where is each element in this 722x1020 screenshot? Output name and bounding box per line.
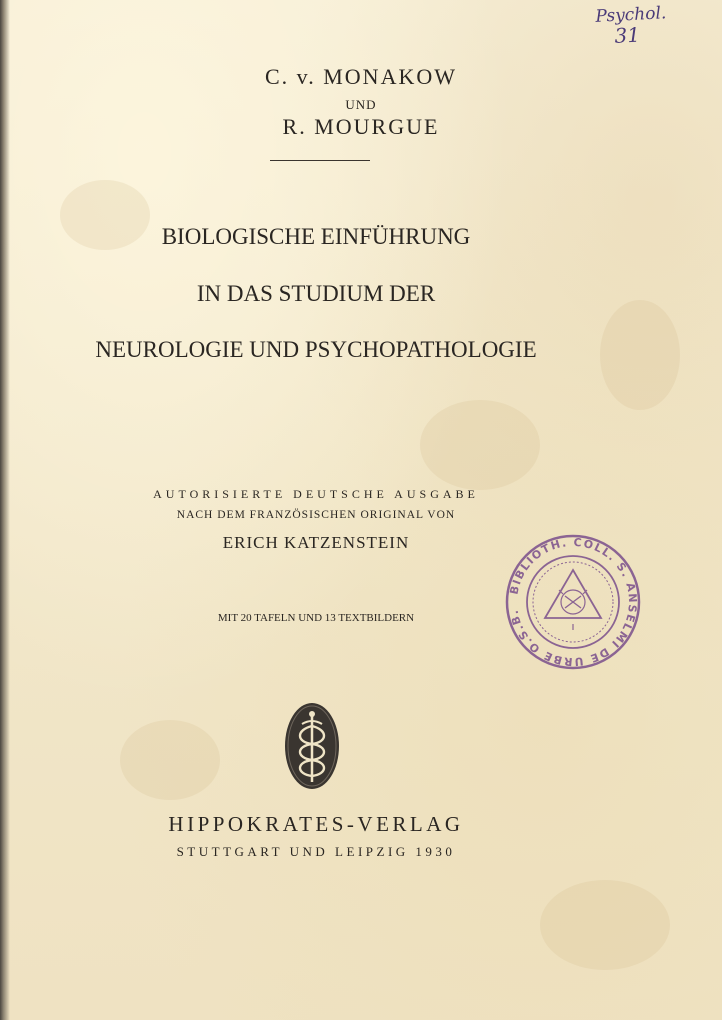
title-line-1: BIOLOGISCHE EINFÜHRUNG <box>161 224 471 249</box>
first-author: C. v. MONAKOW <box>264 64 457 89</box>
caduceus-logo-icon <box>284 702 340 790</box>
edition-line-1: AUTORISIERTE DEUTSCHE AUSGABE <box>153 487 479 501</box>
publisher-name: HIPPOKRATES-VERLAG <box>168 812 464 836</box>
shelfmark-line2: 31 <box>613 22 641 48</box>
title-line-2: IN DAS STUDIUM DER <box>196 281 436 306</box>
shelfmark-line1: Psychol. <box>594 3 667 27</box>
illustrations-note: MIT 20 TAFELN UND 13 TEXTBILDERN <box>217 612 415 624</box>
title-line-3: NEUROLOGIE UND PSYCHOPATHOLOGIE <box>95 337 537 362</box>
author-conjunction: UND <box>345 97 377 112</box>
handwritten-shelfmark <box>595 1 707 49</box>
library-seal-icon <box>503 532 643 672</box>
paper-stain <box>540 880 670 970</box>
second-author: R. MOURGUE <box>282 114 440 139</box>
edition-line-2: NACH DEM FRANZÖSISCHEN ORIGINAL VON <box>176 509 456 521</box>
paper-stain <box>420 400 540 490</box>
divider-rule <box>270 160 370 161</box>
translator-name: ERICH KATZENSTEIN <box>222 533 410 552</box>
paper-stain <box>120 720 220 800</box>
stamp-text: BIBLIOTH. COLL. S. ANSELMI DE URBE O.S.B. <box>507 535 640 669</box>
publisher-place-year: STUTTGART UND LEIPZIG 1930 <box>176 844 456 859</box>
